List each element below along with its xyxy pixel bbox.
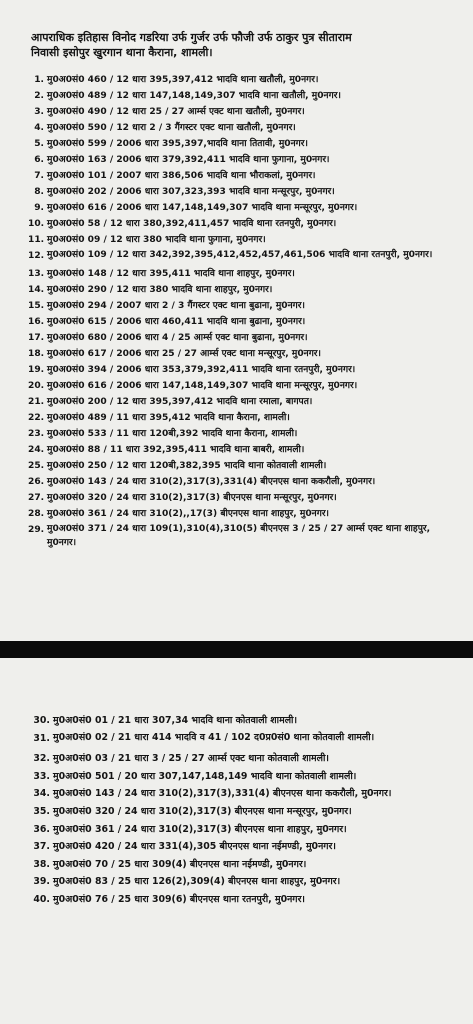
case-entry: [28, 88, 447, 104]
case-number: 16.: [28, 317, 45, 327]
case-entry: [28, 136, 447, 152]
case-entry: [32, 873, 443, 891]
case-entry: [28, 120, 447, 136]
case-entry: [28, 104, 447, 120]
case-text: मु0अ0सं0 148 / 12 धारा 395,411 भादवि थाना शाहपुर, मु0नगर।: [47, 269, 295, 279]
case-entry: [32, 821, 443, 839]
case-text: मु0अ0सं0 489 / 11 धारा 395,412 भादवि थाना कैराना, शामली।: [47, 413, 290, 423]
case-number: 29.: [28, 525, 45, 535]
case-number: 4.: [34, 123, 44, 133]
case-entry: [32, 856, 443, 874]
case-entry: [28, 72, 447, 88]
case-entry: [28, 200, 447, 216]
case-entry: [28, 458, 447, 474]
case-number: 20.: [28, 381, 45, 391]
case-text: मु0अ0सं0 361 / 24 धारा 310(2),,17(3) बीएनएस थाना शाहपुर, मु0नगर।: [47, 509, 329, 519]
case-number: 3.: [34, 107, 44, 117]
case-number: 12.: [28, 251, 45, 261]
case-entry: [28, 362, 447, 378]
case-text: मु0अ0सं0 01 / 21 धारा 307,34 भादवि थाना कोतवाली शामली।: [53, 715, 298, 726]
case-entry: [32, 712, 443, 730]
case-number: 1.: [34, 75, 44, 85]
case-text: मु0अ0सं0 680 / 2006 धारा 4 / 25 आर्म्स एक्ट थाना बुढाना, मु0नगर।: [47, 333, 308, 343]
case-number: 32.: [33, 753, 50, 765]
case-text: मु0अ0सं0 489 / 12 धारा 147,148,149,307 भादवि थाना खतौली, मु0नगर।: [47, 91, 341, 101]
case-text: मु0अ0सं0 03 / 21 धारा 3 / 25 / 27 आर्म्स एक्ट थाना कोतवाली शामली।: [53, 753, 329, 765]
case-text: मु0अ0सं0 361 / 24 धारा 310(2),317(3) बीएनएस थाना शाहपुर, मु0नगर।: [53, 823, 347, 835]
case-entry: [28, 168, 447, 184]
case-number: 8.: [34, 187, 44, 197]
case-number: 26.: [28, 477, 45, 487]
case-text: मु0अ0सं0 76 / 25 धारा 309(6) बीएनएस थाना रतनपुरी, मु0नगर।: [53, 893, 305, 905]
case-number: 38.: [33, 858, 50, 870]
case-text: मु0अ0सं0 202 / 2006 धारा 307,323,393 भादवि थाना मन्सूरपुर, मु0नगर।: [47, 187, 335, 197]
case-number: 36.: [33, 823, 50, 835]
case-text: मु0अ0सं0 02 / 21 धारा 414 भादवि व 41 / 102 द0प्र0सं0 थाना कोतवाली शामली।: [53, 731, 375, 743]
case-text: मु0अ0सं0 371 / 24 धारा 109(1),310(4),310(5) बीएनएस 3 / 25 / 27 आर्म्स एक्ट थाना शाहपुर, मु0नगर।: [47, 524, 431, 548]
case-entry: [28, 426, 447, 442]
case-number: 27.: [28, 493, 45, 503]
case-number: 14.: [28, 285, 45, 295]
case-text: मु0अ0सं0 70 / 25 धारा 309(4) बीएनएस थाना नईमण्डी, मु0नगर।: [53, 858, 307, 870]
case-text: मु0अ0सं0 617 / 2006 धारा 25 / 27 आर्म्स एक्ट थाना मन्सूरपुर, मु0नगर।: [47, 349, 321, 359]
case-number: 10.: [28, 219, 45, 229]
case-list-page-2: [32, 712, 443, 909]
case-text: मु0अ0सं0 616 / 2006 धारा 147,148,149,307 भादवि थाना मन्सूरपुर, मु0नगर।: [47, 381, 358, 391]
case-number: 39.: [33, 876, 50, 888]
case-text: मु0अ0सं0 88 / 11 धारा 392,395,411 भादवि थाना बाबरी, शामली।: [47, 445, 305, 455]
case-entry: [28, 346, 447, 362]
case-number: 11.: [28, 235, 45, 245]
case-text: मु0अ0सं0 420 / 24 धारा 331(4),305 बीएनएस थाना नईमण्डी, मु0नगर।: [53, 841, 336, 853]
case-number: 19.: [28, 365, 45, 375]
case-text: मु0अ0सं0 599 / 2006 धारा 395,397,भादवि थाना तितावी, मु0नगर।: [47, 139, 308, 149]
case-entry: [28, 442, 447, 458]
case-number: 9.: [34, 203, 44, 213]
case-entry: [28, 282, 447, 298]
case-text: मु0अ0सं0 83 / 25 धारा 126(2),309(4) बीएनएस थाना शाहपुर, मु0नगर।: [53, 876, 341, 888]
case-number: 18.: [28, 349, 45, 359]
case-number: 23.: [28, 429, 45, 439]
case-number: 25.: [28, 461, 45, 471]
case-text: मु0अ0सं0 143 / 24 धारा 310(2),317(3),331(4) बीएनएस थाना ककरौली, मु0नगर।: [53, 788, 392, 800]
case-entry: [32, 750, 443, 768]
case-text: मु0अ0सं0 590 / 12 धारा 2 / 3 गैंगस्टर एक्ट थाना खतौली, मु0नगर।: [47, 123, 296, 133]
case-entry: [28, 298, 447, 314]
case-number: 34.: [33, 788, 50, 800]
case-number: 5.: [34, 139, 44, 149]
case-entry: [28, 216, 447, 232]
case-entry: [32, 891, 443, 909]
case-entry: [28, 378, 447, 394]
case-number: 37.: [33, 841, 50, 853]
case-number: 30.: [33, 715, 50, 726]
document-page-2: [0, 658, 473, 1024]
case-entry: [28, 266, 447, 282]
case-entry: [28, 152, 447, 168]
case-entry: [32, 768, 443, 786]
case-text: मु0अ0सं0 615 / 2006 धारा 460,411 भादवि थाना बुढाना, मु0नगर।: [47, 317, 306, 327]
case-entry: [28, 522, 447, 550]
case-entry: [28, 490, 447, 506]
case-entry: [28, 232, 447, 248]
case-text: मु0अ0सं0 320 / 24 धारा 310(2),317(3) बीएनएस थाना मन्सूरपुर, मु0नगर।: [53, 805, 352, 817]
case-entry: [28, 506, 447, 522]
case-entry: [28, 314, 447, 330]
heading-line-2: निवासी इसोपुर खुरगान थाना कैराना, शामली।: [31, 46, 213, 59]
case-text: मु0अ0सं0 616 / 2006 धारा 147,148,149,307 भादवि थाना मन्सूरपुर, मु0नगर।: [47, 203, 358, 213]
case-text: मु0अ0सं0 533 / 11 धारा 120बी,392 भादवि थाना कैराना, शामली।: [47, 429, 298, 439]
case-entry: [28, 248, 447, 264]
case-number: 13.: [28, 269, 45, 279]
case-text: मु0अ0सं0 09 / 12 धारा 380 भादवि थाना फुगाना, मु0नगर।: [47, 235, 266, 245]
case-text: मु0अ0सं0 250 / 12 धारा 120बी,382,395 भादवि थाना कोतवाली शामली।: [47, 461, 327, 471]
case-number: 35.: [33, 805, 50, 817]
case-number: 17.: [28, 333, 45, 343]
case-text: मु0अ0सं0 143 / 24 धारा 310(2),317(3),331(4) बीएनएस थाना ककरौली, मु0नगर।: [47, 477, 376, 487]
case-number: 31.: [33, 732, 50, 744]
case-text: मु0अ0सं0 394 / 2006 धारा 353,379,392,411 भादवि थाना रतनपुरी, मु0नगर।: [47, 365, 356, 375]
case-number: 33.: [33, 770, 50, 782]
case-text: मु0अ0सं0 58 / 12 धारा 380,392,411,457 भादवि थाना रतनपुरी, मु0नगर।: [47, 219, 337, 229]
case-entry: [28, 394, 447, 410]
case-entry: [28, 184, 447, 200]
document-heading: [31, 30, 447, 60]
case-text: मु0अ0सं0 501 / 20 धारा 307,147,148,149 भादवि थाना कोतवाली शामली।: [53, 770, 357, 782]
case-entry: [28, 474, 447, 490]
case-text: मु0अ0सं0 200 / 12 धारा 395,397,412 भादवि थाना रमाला, बागपत।: [47, 397, 313, 407]
case-entry: [28, 330, 447, 346]
case-list-page-1: [28, 72, 447, 550]
case-text: मु0अ0सं0 101 / 2007 धारा 386,506 भादवि थाना भौराकलां, मु0नगर।: [47, 171, 316, 181]
case-entry: [32, 730, 443, 748]
case-entry: [32, 785, 443, 803]
case-number: 28.: [28, 509, 45, 519]
case-number: 15.: [28, 301, 45, 311]
case-text: मु0अ0सं0 290 / 12 धारा 380 भादवि थाना शाहपुर, मु0नगर।: [47, 285, 273, 295]
case-number: 22.: [28, 413, 45, 423]
case-text: मु0अ0सं0 320 / 24 धारा 310(2),317(3) बीएनएस थाना मन्सूरपुर, मु0नगर।: [47, 493, 337, 503]
case-text: मु0अ0सं0 490 / 12 धारा 25 / 27 आर्म्स एक्ट थाना खतौली, मु0नगर।: [47, 107, 305, 117]
case-number: 24.: [28, 445, 45, 455]
case-entry: [32, 838, 443, 856]
case-text: मु0अ0सं0 163 / 2006 धारा 379,392,411 भादवि थाना फुगाना, मु0नगर।: [47, 155, 330, 165]
case-number: 21.: [28, 397, 45, 407]
case-text: मु0अ0सं0 294 / 2007 धारा 2 / 3 गैंगस्टर एक्ट थाना बुढाना, मु0नगर।: [47, 301, 305, 311]
case-text: मु0अ0सं0 460 / 12 धारा 395,397,412 भादवि थाना खतौली, मु0नगर।: [47, 75, 319, 85]
case-number: 2.: [34, 91, 44, 101]
case-entry: [32, 803, 443, 821]
case-number: 7.: [34, 171, 44, 181]
case-text: मु0अ0सं0 109 / 12 धारा 342,392,395,412,452,457,461,506 भादवि थाना रतनपुरी, मु0नगर।: [47, 250, 433, 260]
heading-line-1: आपराधिक इतिहास विनोद गडरिया उर्फ गुर्जर उर्फ फौजी उर्फ ठाकुर पुत्र सीताराम: [31, 31, 352, 44]
case-number: 40.: [33, 893, 50, 905]
case-entry: [28, 410, 447, 426]
case-number: 6.: [34, 155, 44, 165]
